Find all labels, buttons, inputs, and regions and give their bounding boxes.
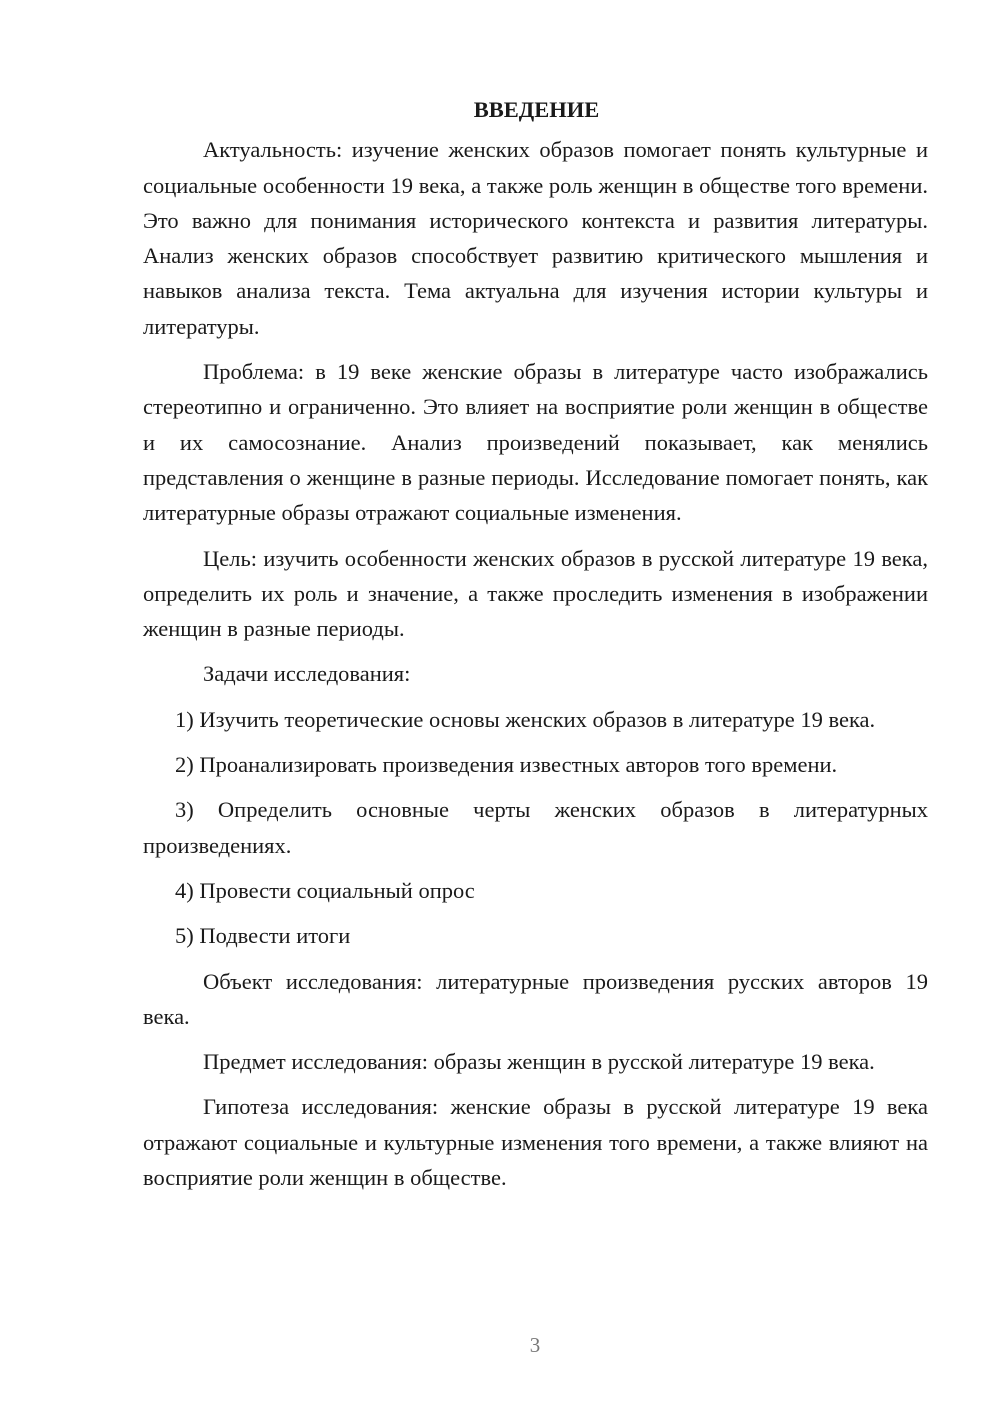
list-item: 1) Изучить теоретические основы женских образов в литературе 19 века. xyxy=(175,706,876,732)
section-title: ВВЕДЕНИЕ xyxy=(473,97,600,122)
list-item: 4) Провести социальный опрос xyxy=(175,877,475,903)
tasks-heading: Задачи исследования: xyxy=(203,661,411,687)
document-body xyxy=(143,92,928,1205)
problem-paragraph: Проблема: в 19 веке женские образы в литературе часто изображались стереотипно и ограниченно. Это влияет на восприятие роли женщин в обществе и их самосознание. Анализ произведений показывает, как менялись представления о женщине в разные периоды. Исследование помогает понять, как литературные образы отражают социальные изменения. xyxy=(143,359,928,526)
list-item: 2) Проанализировать произведения известных авторов того времени. xyxy=(175,752,838,778)
task-list xyxy=(143,702,928,954)
list-item: 3) Определить основные черты женских образов в литературных произведениях. xyxy=(143,797,928,858)
object-paragraph: Объект исследования: литературные произведения русских авторов 19 века. xyxy=(143,968,928,1029)
hypothesis-paragraph: Гипотеза исследования: женские образы в русской литературе 19 века отражают социальные и культурные изменения того времени, а также влияют на восприятие роли женщин в обществе. xyxy=(143,1094,928,1191)
goal-paragraph: Цель: изучить особенности женских образов в русской литературе 19 века, определить их роль и значение, а также проследить изменения в изображении женщин в разные периоды. xyxy=(143,545,928,642)
relevance-paragraph: Актуальность: изучение женских образов помогает понять культурные и социальные особенности 19 века, а также роль женщин в обществе того времени. Это важно для понимания исторического контекста и развития литературы. Анализ женских образов способствует развитию критического мышления и навыков анализа текста. Тема актуальна для изучения истории культуры и литературы. xyxy=(143,137,928,339)
list-item: 5) Подвести итоги xyxy=(175,923,351,949)
page-number: 3 xyxy=(529,1333,541,1357)
subject-paragraph: Предмет исследования: образы женщин в русской литературе 19 века. xyxy=(203,1049,875,1075)
